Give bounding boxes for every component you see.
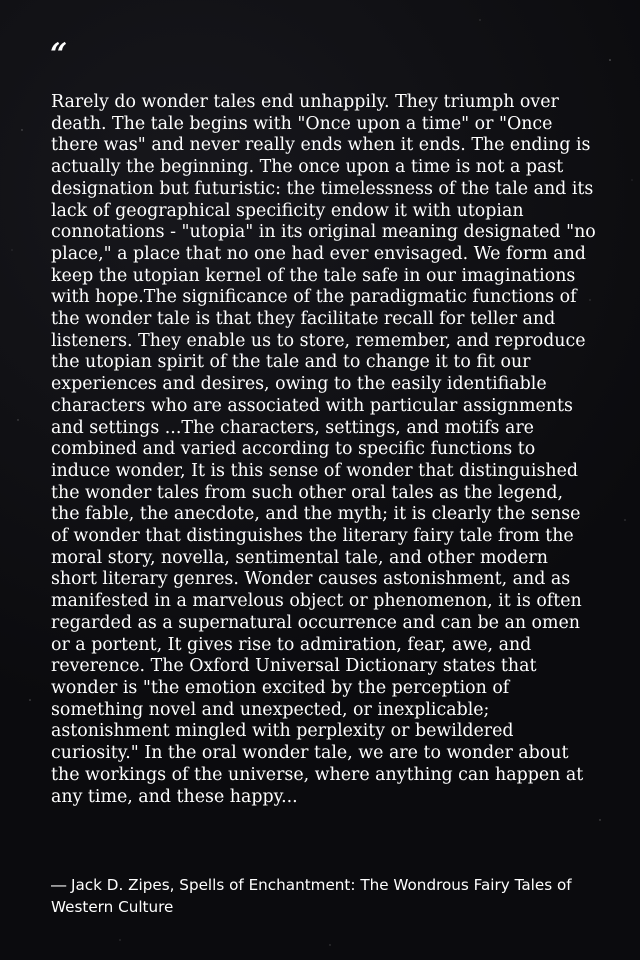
quote-text: Rarely do wonder tales end unhappily. They triumph over death. The tale begins with "Once upon a time" or "Once there was" and never really ends when it ends. The ending is actually the beginning. The once upon a time is not a past designation but futuristic: the timelessness of the tale and its lack of geographical specificity endow it with utopian connotations - "utopia" in its original meaning designated "no place," a place that no one had ever envisaged. We form and keep the utopian kernel of the tale safe in our imaginations with hope.The significance of the paradigmatic functions of the wonder tale is that they facilitate recall for teller and listeners. They enable us to store, remember, and reproduce the utopian spirit of the tale and to change it to fit our experiences and desires, owing to the easily identifiable characters who are associated with particular assignments and settings ...The characters, settings, and motifs are combined and varied according to specific functions to induce wonder, It is this sense of wonder that distinguished the wonder tales from such other oral tales as the legend, the fable, the anecdote, and the myth; it is clearly the sense of wonder that distinguishes the literary fairy tale from the moral story, novella, sentimental tale, and other modern short literary genres. Wonder causes astonishment, and as manifested in a marvelous object or phenomenon, it is often regarded as a supernatural occurrence and can be an omen or a portent, It gives rise to admiration, fear, awe, and reverence. The Oxford Universal Dictionary states that wonder is "the emotion excited by the perception of something novel and unexpected, or inexplicable; astonishment mingled with perplexity or bewildered curiosity." In the oral wonder tale, we are to wonder about the workings of the universe, where anything can happen at any time, and these happy... [51,92,596,807]
quote-attribution: ― Jack D. Zipes, Spells of Enchantment: The Wondrous Fairy Tales of Western Culture [51,876,572,916]
quote-mark-icon: “ [50,37,68,72]
